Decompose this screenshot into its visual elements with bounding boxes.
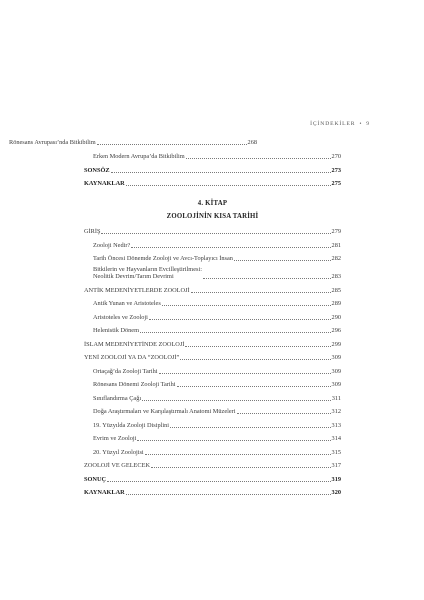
toc-entry[interactable]	[93, 366, 341, 376]
toc-entry[interactable]	[84, 178, 341, 188]
running-head-title: İÇİNDEKİLER	[310, 121, 356, 127]
toc-entry[interactable]	[93, 379, 341, 389]
toc-entry[interactable]	[84, 487, 341, 497]
dot-leader	[186, 151, 331, 159]
toc-entry-page: 290	[331, 314, 341, 322]
dot-leader	[185, 339, 330, 347]
dot-leader	[159, 366, 331, 374]
running-head-separator: •	[359, 121, 363, 127]
toc-entry-label: YENİ ZOOLOJİ YA DA “ZOOLOJİ”	[84, 354, 180, 362]
book-number: 4. KİTAP	[197, 200, 228, 207]
dot-leader	[177, 379, 331, 387]
toc-entry[interactable]	[84, 226, 341, 236]
toc-entry-page: 312	[331, 408, 341, 416]
toc-entry-page: 281	[331, 242, 341, 250]
dot-leader	[191, 285, 331, 293]
toc-entry[interactable]	[93, 253, 341, 263]
toc-entry-page: 320	[331, 489, 341, 497]
toc-entry-page: 319	[331, 476, 341, 484]
toc-entry-label: 20. Yüzyıl Zoolojisi	[93, 449, 144, 457]
toc-entry-label: 19. Yüzyılda Zooloji Disiplini	[93, 422, 170, 430]
toc-entry-label: GİRİŞ	[84, 228, 101, 236]
toc-entry-label: Aristoteles ve Zooloji	[93, 314, 148, 322]
dot-leader	[137, 433, 330, 441]
toc-entry-page: 273	[331, 167, 341, 175]
toc-entry[interactable]	[84, 474, 341, 484]
dot-leader	[107, 474, 331, 482]
toc-entry-page: 309	[331, 381, 341, 389]
toc-entry[interactable]	[93, 151, 341, 161]
toc-entry[interactable]	[93, 420, 341, 430]
toc-entry[interactable]	[93, 312, 341, 322]
toc-entry[interactable]	[93, 406, 341, 416]
dot-leader	[131, 240, 330, 248]
dot-leader	[126, 178, 331, 186]
toc-entry-page: 313	[331, 422, 341, 430]
book-title: ZOOLOJİNİN KISA TARİHİ	[166, 213, 259, 220]
running-head	[310, 121, 370, 127]
toc-entry-page: 285	[331, 287, 341, 295]
toc-entry-label: Tarih Öncesi Dönemde Zooloji ve Avcı-Toplayıcı İnsan	[93, 255, 233, 263]
toc-entry-label: Evrim ve Zooloji	[93, 435, 137, 443]
toc-entry-label-line2: Neolitik Devrim/Tarım Devrimi	[93, 273, 174, 281]
toc-entry-label: Helenistik Dönem	[93, 327, 139, 335]
toc-entry-label-line1: Bitkilerin ve Hayvanların Evcilleştirilmesi:	[93, 266, 202, 273]
dot-leader	[145, 447, 331, 455]
dot-leader	[234, 253, 331, 261]
toc-entry[interactable]	[93, 298, 341, 308]
toc-entry[interactable]	[93, 393, 341, 403]
toc-entry-page: 279	[331, 228, 341, 236]
toc-entry-page: 315	[331, 449, 341, 457]
toc-entry[interactable]	[93, 266, 341, 281]
toc-entry-label: ZOOLOJİ VE GELECEK	[84, 462, 150, 470]
toc-entry-label: Antik Yunan ve Aristoteles	[93, 300, 161, 308]
dot-leader	[180, 352, 330, 360]
toc-entry-page: 283	[331, 273, 341, 281]
running-head-page-number: 9	[366, 121, 370, 127]
dot-leader	[142, 393, 331, 401]
toc-entry-label: Rönesans Avrupası’nda Bitkibilim	[9, 139, 96, 147]
toc-entry-label: KAYNAKLAR	[84, 180, 125, 188]
toc-entry-label: Sınıflandırma Çağı	[93, 395, 142, 403]
toc-entry-page: 314	[331, 435, 341, 443]
toc-entry-page: 275	[331, 180, 341, 188]
toc-entry-page: 282	[331, 255, 341, 263]
dot-leader	[149, 312, 331, 320]
dot-leader	[140, 325, 331, 333]
toc-entry-label: SONUÇ	[84, 476, 107, 484]
toc-entry[interactable]	[93, 433, 341, 443]
toc-entry-page: 268	[247, 139, 257, 147]
dot-leader	[97, 137, 247, 145]
toc-entry-page: 296	[331, 327, 341, 335]
toc-entry[interactable]	[93, 325, 341, 335]
dot-leader	[151, 460, 331, 468]
dot-leader	[111, 165, 331, 173]
dot-leader	[203, 271, 331, 279]
toc-entry-label: Rönesans Dönemi Zooloji Tarihi	[93, 381, 176, 389]
dot-leader	[126, 487, 331, 495]
dot-leader	[101, 226, 330, 234]
dot-leader	[237, 406, 331, 414]
toc-entry[interactable]	[84, 460, 341, 470]
toc-entry-label	[93, 266, 203, 281]
toc-entry-label: Zooloji Nedir?	[93, 242, 131, 250]
toc-entry-label: ANTİK MEDENİYETLERDE ZOOLOJİ	[84, 287, 190, 295]
toc-entry-label: Doğa Araştırmaları ve Karşılaştırmalı Anatomi Müzeleri	[93, 408, 236, 416]
toc-entry-page: 317	[331, 462, 341, 470]
toc-entry-page: 299	[331, 341, 341, 349]
toc-entry[interactable]	[93, 240, 341, 250]
toc-entry-label: İSLAM MEDENİYETİNDE ZOOLOJİ	[84, 341, 185, 349]
toc-entry[interactable]	[84, 165, 341, 175]
toc-entry-page: 311	[331, 395, 341, 403]
toc-entry-label: KAYNAKLAR	[84, 489, 125, 497]
toc-entry-label: SONSÖZ	[84, 167, 110, 175]
toc-entry[interactable]	[84, 285, 341, 295]
toc-entry-page: 309	[331, 354, 341, 362]
toc-entry-label: Erken Modern Avrupa’da Bitkibilim	[93, 153, 185, 161]
dot-leader	[170, 420, 331, 428]
toc-entry-page: 289	[331, 300, 341, 308]
toc-entry[interactable]	[84, 339, 341, 349]
toc-entry-label: Ortaçağ’da Zooloji Tarihi	[93, 368, 158, 376]
dot-leader	[162, 298, 331, 306]
toc-entry-page: 270	[331, 153, 341, 161]
toc-entry[interactable]	[9, 137, 257, 147]
toc-entry[interactable]	[84, 352, 341, 362]
toc-entry-page: 309	[331, 368, 341, 376]
toc-entry[interactable]	[93, 447, 341, 457]
